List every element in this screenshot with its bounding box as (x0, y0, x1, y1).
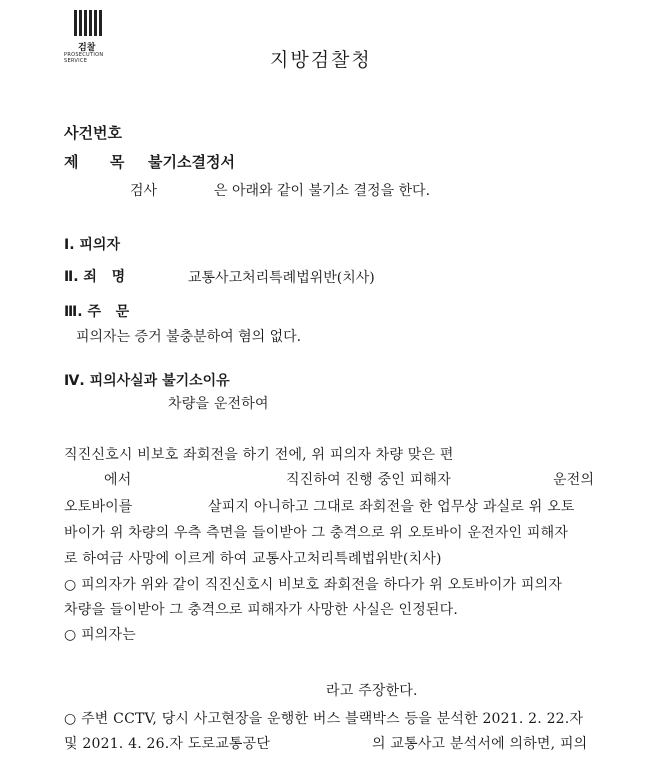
section-2-value: 교통사고처리특례법위반(치사) (188, 270, 375, 286)
subject-label: 제 목 (64, 153, 125, 171)
section-4 (64, 370, 230, 390)
decision-prefix: 검사 (130, 183, 158, 199)
subject-value: 불기소결정서 (148, 153, 235, 171)
body-line-3c: 운전의 (553, 472, 595, 488)
section-2-num: Ⅱ. (64, 269, 79, 285)
body-line-9: ○ 피의자는 (64, 627, 136, 643)
section-3-value: 피의자는 증거 불충분하여 혐의 없다. (76, 329, 302, 345)
body-line-7: ○ 피의자가 위와 같이 직진신호시 비보호 좌회전을 하다가 위 오토바이가 피의자 (64, 577, 563, 593)
body-line-4a: 오토바이를 (64, 499, 133, 515)
body-line-4b: 살피지 아니하고 그대로 좌회전을 한 업무상 과실로 위 오토 (208, 499, 575, 515)
body-line-8: 차량을 들이받아 그 충격으로 피해자가 사망한 사실은 인정된다. (64, 602, 459, 618)
logo-subtext: PROSECUTION SERVICE (64, 52, 104, 64)
body-line-12b: 의 교통사고 분석서에 의하면, 피의 (372, 736, 588, 752)
body-line-12a: 및 2021. 4. 26.자 도로교통공단 (64, 736, 271, 752)
body-line-10: 라고 주장한다. (326, 683, 418, 699)
section-1-num: Ⅰ. (64, 237, 75, 253)
body-line-1: 차량을 운전하여 (168, 396, 269, 412)
section-3-num: Ⅲ. (64, 304, 83, 320)
section-4-num: Ⅳ. (64, 373, 85, 389)
section-2 (64, 266, 125, 286)
prosecution-logo (64, 10, 124, 64)
logo-bars-icon (74, 10, 104, 38)
section-1-label: 피의자 (79, 237, 120, 253)
body-line-2: 직진신호시 비보호 좌회전을 하기 전에, 위 피의자 차량 맞은 편 (64, 447, 454, 463)
section-3 (64, 301, 129, 321)
logo-text: 검찰 (78, 43, 96, 53)
decision-text: 은 아래와 같이 불기소 결정을 한다. (214, 183, 431, 199)
body-line-3b: 직진하여 진행 중인 피해자 (286, 472, 451, 488)
section-2-label: 죄 명 (83, 269, 126, 285)
section-1 (64, 234, 120, 254)
body-line-6: 로 하여금 사망에 이르게 하여 교통사고처리특례법위반(치사) (64, 551, 442, 567)
body-line-5: 바이가 위 차량의 우측 측면을 들이받아 그 충격으로 위 오토바이 운전자인 피해자 (64, 525, 569, 541)
section-3-label: 주 문 (87, 304, 130, 320)
body-line-3a: 에서 (104, 472, 132, 488)
body-line-11: ○ 주변 CCTV, 당시 사고현장을 운행한 버스 블랙박스 등을 분석한 2021. 2. 22.자 (64, 711, 584, 727)
agency-title: 지방검찰청 (270, 49, 372, 71)
section-4-label: 피의사실과 불기소이유 (89, 373, 230, 389)
case-number-label: 사건번호 (64, 124, 122, 142)
